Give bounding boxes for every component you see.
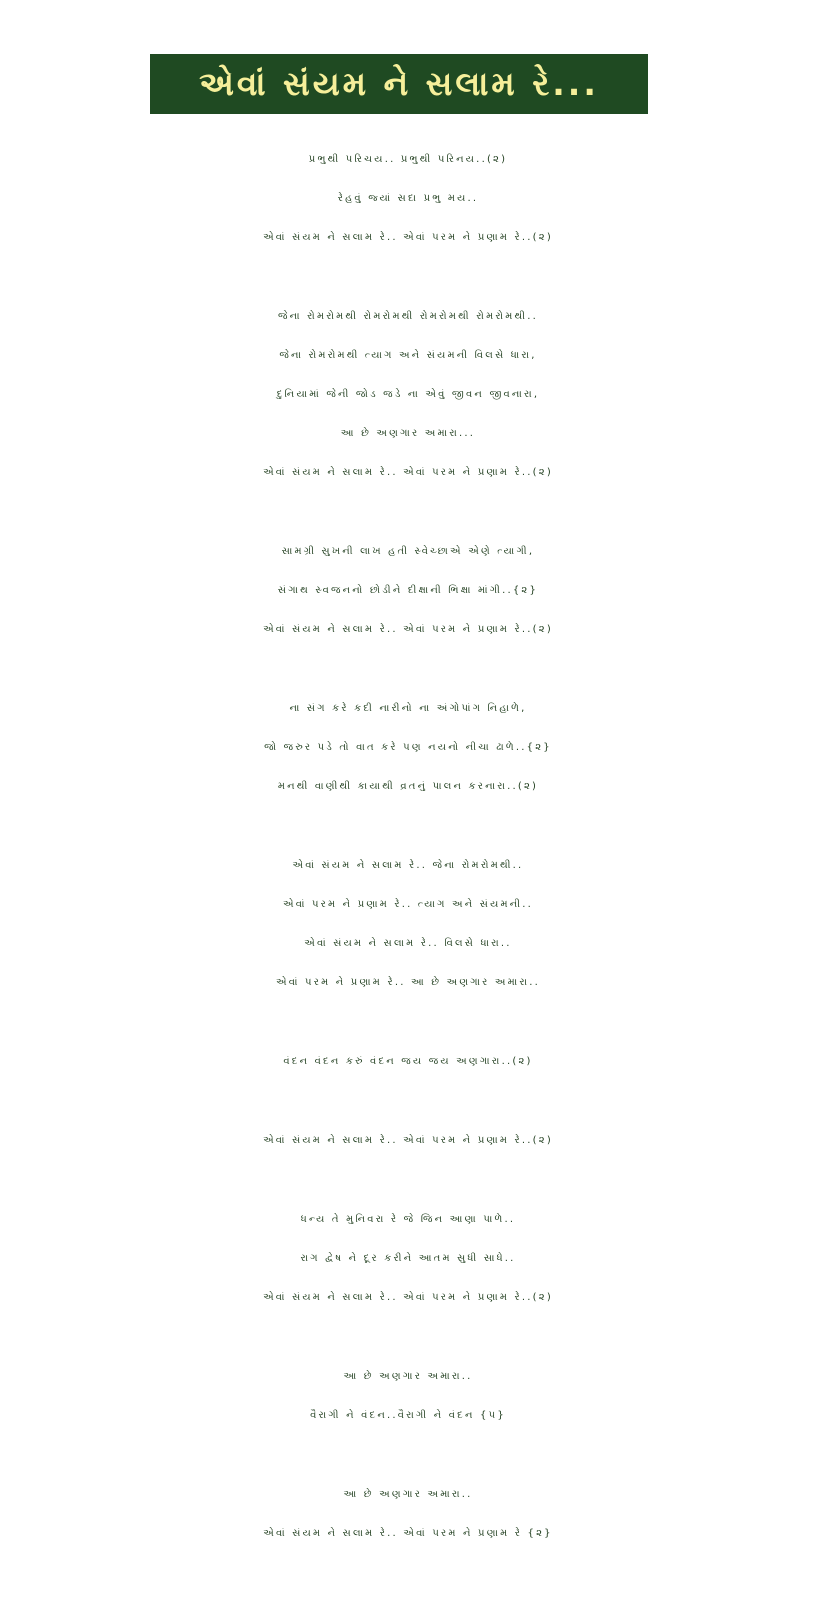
lyric-line: એવાં સંયમ ને સલામ રે.. એવાં પરમ ને પ્રણામ રે..(૨): [263, 467, 553, 478]
lyric-line: વંદન વંદન કરું વંદન જય જય અણગારા..(૨): [283, 1056, 533, 1067]
lyric-line: એવાં પરમ ને પ્રણામ રે.. આ છે અણગાર અમારા..: [276, 977, 540, 988]
lyric-line: આ છે અણગાર અમારા..: [343, 1489, 473, 1500]
lyric-line: જેના રોમરોમથી ત્યાગ અને સંયમની વિલસે ધારા,: [279, 350, 537, 361]
stanza: [0, 297, 816, 492]
lyric-line: વૈરાગી ને વંદન..વૈરાગી ને વંદન {૫}: [310, 1410, 506, 1421]
stanza: [0, 140, 816, 257]
lyric-line: એવાં પરમ ને પ્રણામ રે.. ત્યાગ અને સંયમની..: [282, 899, 534, 910]
lyric-line: ધન્ય તે મુનિવરા રે જે જિન આણા પાળે..: [300, 1214, 516, 1225]
lyric-line: એવાં સંયમ ને સલામ રે.. વિલસે ધારા..: [304, 938, 512, 949]
lyric-line: એવાં સંયમ ને સલામ રે.. એવાં પરમ ને પ્રણામ રે {૨}: [263, 1528, 553, 1539]
lyric-line: પ્રભુથી પરિચય.. પ્રભુથી પરિનય..(૨): [308, 154, 508, 165]
lyric-line: રેહવું જ્યાં સદા પ્રભુ મય..: [337, 193, 479, 204]
stanza: [0, 1475, 816, 1553]
lyric-line: દુનિયામાં જેની જોડ જડે ના એવું જીવન જીવનારા,: [276, 389, 540, 400]
lyric-line: જો જરુર પડે તો વાત કરે પણ નયનો નીચા ઢાળે..{૨}: [264, 742, 552, 753]
lyric-line: એવાં સંયમ ને સલામ રે.. એવાં પરમ ને પ્રણામ રે..(૨): [263, 1135, 553, 1146]
stanza: [0, 1200, 816, 1317]
lyric-line: એવાં સંયમ ને સલામ રે.. એવાં પરમ ને પ્રણામ રે..(૨): [263, 1292, 553, 1303]
lyric-line: એવાં સંયમ ને સલામ રે.. એવાં પરમ ને પ્રણામ રે..(૨): [263, 232, 553, 243]
lyric-line: સામગ્રી સુખની લાખ હતી સ્વેચ્છાએ એણે ત્યાગી,: [281, 546, 535, 557]
lyric-line: જેના રોમરોમથી રોમરોમથી રોમરોમથી રોમરોમથી..: [278, 311, 538, 322]
lyric-line: એવાં સંયમ ને સલામ રે.. એવાં પરમ ને પ્રણામ રે..(૨): [263, 624, 553, 635]
lyric-line: આ છે અણગાર અમારા..: [343, 1371, 473, 1382]
lyric-line: રાગ દ્વેષ ને દૂર કરીને આતમ સુધી સાધે..: [300, 1253, 516, 1264]
lyric-line: મનથી વાણીથી કાયાથી વ્રતનું પાલન કરનારા..(૨): [277, 781, 539, 792]
stanza: [0, 846, 816, 1002]
stanza: [0, 689, 816, 806]
stanza: [0, 1042, 816, 1081]
lyric-line: એવાં સંયમ ને સલામ રે.. જેના રોમરોમથી..: [292, 860, 524, 871]
stanza: [0, 532, 816, 649]
page-title: એવાં સંયમ ને સલામ રે...: [199, 64, 599, 103]
lyric-line: સંગાથ સ્વજનનો છોડીને દીક્ષાની ભિક્ષા માંગી..{૨}: [277, 585, 539, 596]
lyric-line: આ છે અણગાર અમારા...: [340, 428, 476, 439]
title-banner: [150, 54, 648, 114]
stanza: [0, 1121, 816, 1160]
lyrics-body: [0, 140, 816, 1593]
stanza: [0, 1357, 816, 1435]
lyric-line: ના સંગ કરે કદી નારીનો ના અંગોપાંગ નિહાળે,: [289, 703, 527, 714]
